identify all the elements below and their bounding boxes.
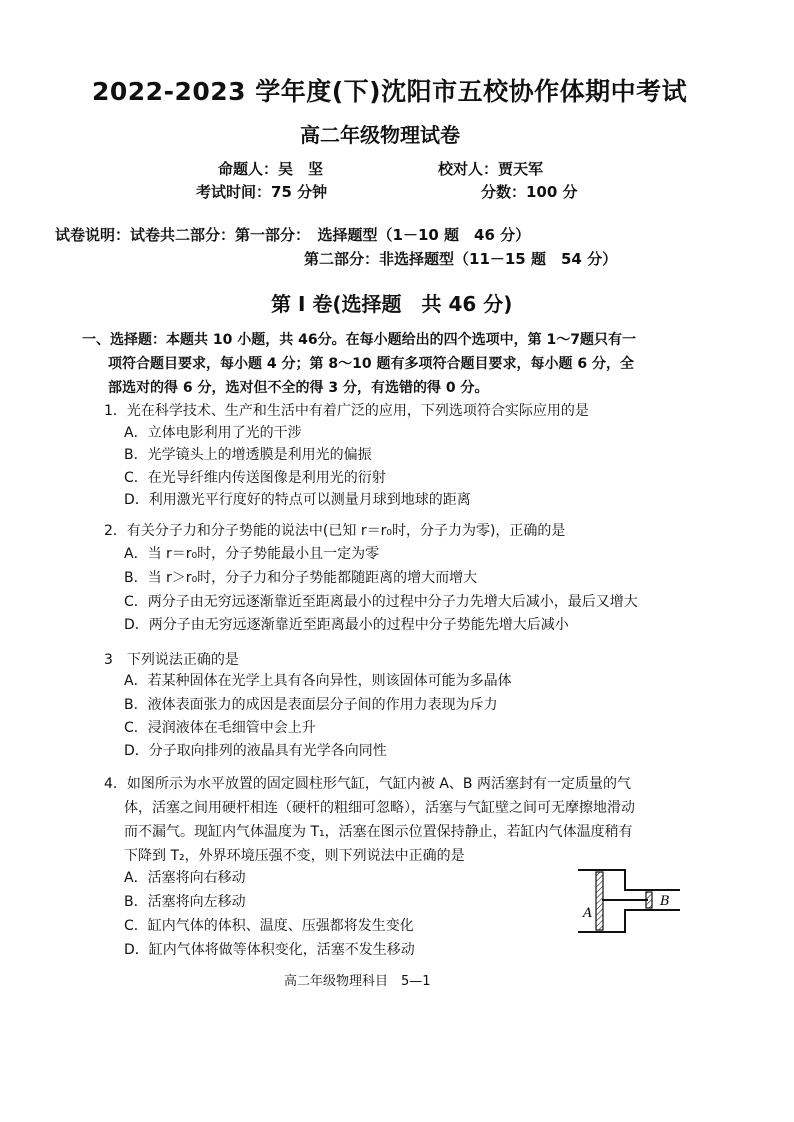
exam-title: 2022-2023 学年度(下)沈阳市五校协作体期中考试 — [92, 77, 688, 106]
checker: 校对人：贾天军 — [438, 160, 544, 178]
paper-notes-line-2: 第二部分：非选择题型（11－15 题 54 分） — [304, 250, 618, 268]
label-a: A — [583, 906, 593, 921]
cylinder-piston-figure — [570, 862, 690, 940]
question-2-option-c: C．两分子由无穷远逐渐靠近至距离最小的过程中分子力先增大后减小，最后又增大 — [124, 594, 638, 610]
piston-b — [646, 892, 652, 908]
question-3-option-c: C．浸润液体在毛细管中会上升 — [124, 720, 316, 736]
total-score: 分数：100 分 — [481, 183, 578, 201]
section-heading: 第 I 卷(选择题 共 46 分) — [271, 292, 513, 316]
question-2-option-a: A．当 r＝r₀时，分子势能最小且一定为零 — [124, 546, 380, 562]
proposer: 命题人：吴 坚 — [218, 160, 324, 178]
question-4-stem-line-2: 体，活塞之间用硬杆相连（硬杆的粗细可忽略），活塞与气缸壁之间可无摩擦地滑动 — [124, 800, 635, 816]
instructions-line-3: 部选对的得 6 分，选对但不全的得 3 分，有选错的得 0 分。 — [108, 380, 489, 396]
page-footer: 高二年级物理科目 5—1 — [284, 974, 431, 989]
question-1-option-b: B．光学镜头上的增透膜是利用光的偏振 — [124, 447, 372, 463]
question-4-option-c: C．缸内气体的体积、温度、压强都将发生变化 — [124, 918, 414, 934]
question-3-stem: 3 下列说法正确的是 — [104, 652, 239, 668]
question-2-option-b: B．当 r＞r₀时，分子力和分子势能都随距离的增大而增大 — [124, 570, 478, 586]
question-4-stem-line-1: 4．如图所示为水平放置的固定圆柱形气缸，气缸内被 A、B 两活塞封有一定质量的气 — [104, 776, 631, 792]
question-3-option-a: A．若某种固体在光学上具有各向异性，则该固体可能为多晶体 — [124, 673, 512, 689]
question-4-stem-line-3: 而不漏气。现缸内气体温度为 T₁，活塞在图示位置保持静止，若缸内气体温度稍有 — [124, 824, 633, 840]
question-4-option-b: B．活塞将向左移动 — [124, 894, 246, 910]
question-3-option-b: B．液体表面张力的成因是表面层分子间的作用力表现为斥力 — [124, 697, 498, 713]
label-b: B — [660, 894, 670, 909]
question-4-option-a: A．活塞将向右移动 — [124, 870, 246, 886]
instructions-line-2: 项符合题目要求，每小题 4 分；第 8～10 题有多项符合题目要求，每小题 6 分，全 — [108, 356, 634, 372]
question-3-option-d: D．分子取向排列的液晶具有光学各向同性 — [124, 743, 387, 759]
question-2-option-d: D．两分子由无穷远逐渐靠近至距离最小的过程中分子势能先增大后减小 — [124, 617, 569, 633]
question-2-stem: 2．有关分子力和分子势能的说法中(已知 r＝r₀时，分子力为零)，正确的是 — [104, 523, 566, 539]
paper-notes-line-1: 试卷说明：试卷共二部分：第一部分： 选择题型（1－10 题 46 分） — [55, 226, 531, 244]
question-4-option-d: D．缸内气体将做等体积变化，活塞不发生移动 — [124, 942, 415, 958]
instructions-line-1: 一、选择题：本题共 10 小题，共 46分。在每小题给出的四个选项中，第 1～7题只有一 — [82, 332, 636, 348]
question-1-option-a: A．立体电影利用了光的干涉 — [124, 425, 302, 441]
question-1-option-c: C．在光导纤维内传送图像是利用光的衍射 — [124, 470, 386, 486]
question-1-stem: 1．光在科学技术、生产和生活中有着广泛的应用，下列选项符合实际应用的是 — [104, 403, 589, 419]
piston-a — [596, 872, 603, 930]
question-1-option-d: D．利用激光平行度好的特点可以测量月球到地球的距离 — [124, 492, 471, 508]
paper-subtitle: 高二年级物理试卷 — [300, 123, 460, 147]
question-4-stem-line-4: 下降到 T₂，外界环境压强不变，则下列说法中正确的是 — [124, 848, 465, 864]
exam-time: 考试时间：75 分钟 — [196, 183, 328, 201]
